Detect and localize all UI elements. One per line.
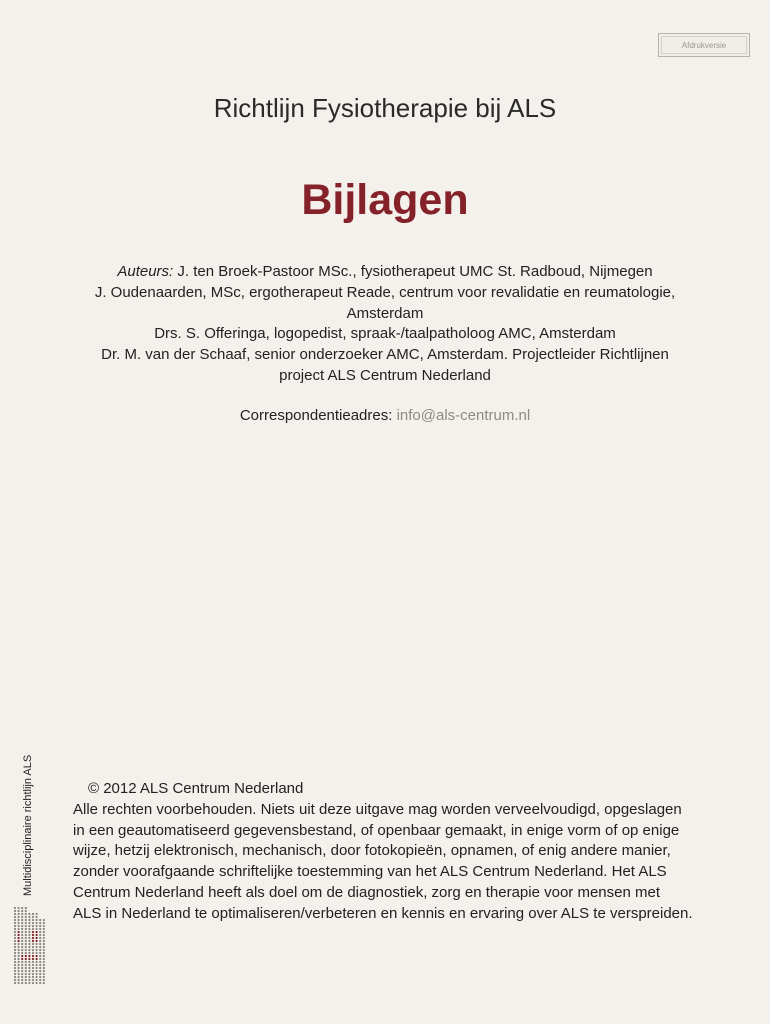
copyright-line-1: © 2012 ALS Centrum Nederland — [88, 780, 304, 797]
section-heading: Bijlagen — [301, 176, 469, 224]
copyright-line-5: zonder voorafgaande schriftelijke toestemming van het ALS Centrum Nederland. Het ALS — [73, 863, 667, 881]
authors-label: Auteurs: — [117, 263, 174, 280]
author-line-5: Dr. M. van der Schaaf, senior onderzoeker AMC, Amsterdam. Projectleider Richtlijnen — [101, 346, 669, 364]
copyright-line-3: in een geautomatiseerd gegevensbestand, of openbaar gemaakt, in enige vorm of op enige — [73, 821, 680, 839]
authors-block — [60, 262, 710, 387]
author-line-1 — [60, 262, 710, 283]
copyright-line-4: wijze, hetzij elektronisch, mechanisch, door fotokopieën, opnamen, of enig andere manier, — [73, 842, 671, 860]
document-title: Richtlijn Fysiotherapie bij ALS — [213, 93, 557, 123]
correspondence-line — [0, 407, 770, 424]
correspondence-email-link[interactable]: info@als-centrum.nl — [396, 407, 531, 424]
copyright-line-6: Centrum Nederland heeft als doel om de diagnostiek, zorg en therapie voor mensen met — [73, 883, 660, 901]
copyright-block — [73, 779, 713, 925]
author-line-3: Amsterdam — [346, 304, 424, 322]
side-label: Multidisciplinaire richtlijn ALS — [22, 754, 34, 896]
author-line-6: project ALS Centrum Nederland — [279, 366, 491, 384]
author-line-2: J. Oudenaarden, MSc, ergotherapeut Reade, centrum voor revalidatie en reumatologie, — [94, 283, 676, 301]
copyright-line-2: Alle rechten voorbehouden. Niets uit deze uitgave mag worden verveelvoudigd, opgeslagen — [73, 800, 682, 818]
copyright-line-7: ALS in Nederland te optimaliseren/verbeteren en kennis en ervaring over ALS te verspreiden. — [73, 904, 693, 922]
als-centrum-logo-icon — [12, 905, 58, 987]
author-1: J. ten Broek-Pastoor MSc., fysiotherapeut UMC St. Radboud, Nijmegen — [177, 263, 653, 280]
correspondence-label: Correspondentieadres: — [239, 407, 393, 424]
author-line-4: Drs. S. Offeringa, logopedist, spraak-/taalpatholoog AMC, Amsterdam — [154, 325, 616, 343]
print-version-button[interactable]: Afdrukversie — [658, 33, 750, 57]
